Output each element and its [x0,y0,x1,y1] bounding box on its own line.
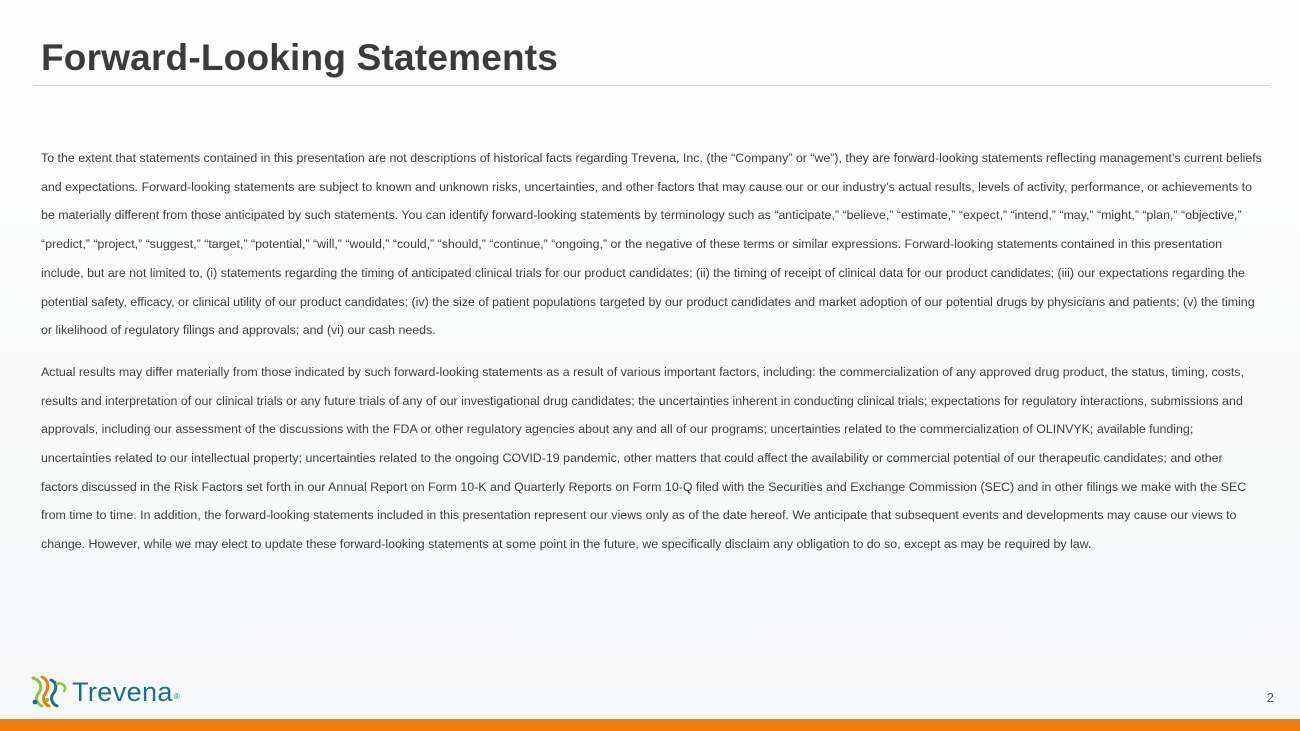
footer-accent-bar [0,719,1300,731]
paragraph-risk-factors: Actual results may differ materially from those indicated by such forward-looking statements as a result of various important factors, including: the commercialization of any approved drug product, the status, timing, costs, results and interpretation of our clinical trials or any future trials of any of our investigational drug candidates; the uncertainties inherent in conducting clinical trials; expectations for regulatory interactions, submissions and approvals, including our assessment of the discussions with the FDA or other regulatory agencies about any and all of our programs; uncertainties related to the commercialization of OLINVYK; available funding; uncertainties related to our intellectual property; uncertainties related to the ongoing COVID-19 pandemic, other matters that could affect the availability or commercial potential of our therapeutic candidates; and other factors discussed in the Risk Factors set forth in our Annual Report on Form 10-K and Quarterly Reports on Form 10-Q filed with the Securities and Exchange Commission (SEC) and in other filings we make with the SEC from time to time. In addition, the forward-looking statements included in this presentation represent our views only as of the date hereof. We anticipate that subsequent events and developments may cause our views to change. However, while we may elect to update these forward-looking statements at some point in the future, we specifically disclaim any obligation to do so, except as may be required by law. [41,364,1247,552]
slide-body [41,144,1263,559]
trevena-logo-icon [29,674,71,710]
paragraph-forward-looking-intro: To the extent that statements contained in this presentation are not descriptions of historical facts regarding Trevena, Inc. (the “Company” or “we”), they are forward-looking statements reflecting management’s current beliefs and expectations. Forward-looking statements are subject to known and unknown risks, uncertainties, and other factors that may cause our or our industry’s actual results, levels of activity, performance, or achievements to be materially different from those anticipated by such statements. You can identify forward-looking statements by terminology such as “anticipate,” “believe,” “estimate,” “expect,” “intend,” “may,” “might,” “plan,” “objective,” “predict,” “project,” “suggest,” “target,” “potential,” “will,” “would,” “could,” “should,” “continue,” “ongoing,” or the negative of these terms or similar expressions. Forward-looking statements contained in this presentation include, but are not limited to, (i) statements regarding the timing of anticipated clinical trials for our product candidates; (ii) the timing of receipt of clinical data for our product candidates; (iii) our expectations regarding the potential safety, efficacy, or clinical utility of our product candidates; (iv) the size of patient populations targeted by our product candidates and market adoption of our potential drugs by physicians and patients; (v) the timing or likelihood of regulatory filings and approvals; and (vi) our cash needs. [41,151,1262,338]
page-number: 2 [1266,690,1274,705]
slide-title: Forward-Looking Statements [41,37,559,78]
title-divider [33,85,1269,86]
trevena-logo [29,674,180,710]
registered-mark: ® [173,692,180,701]
trevena-wordmark: Trevena [72,677,173,707]
